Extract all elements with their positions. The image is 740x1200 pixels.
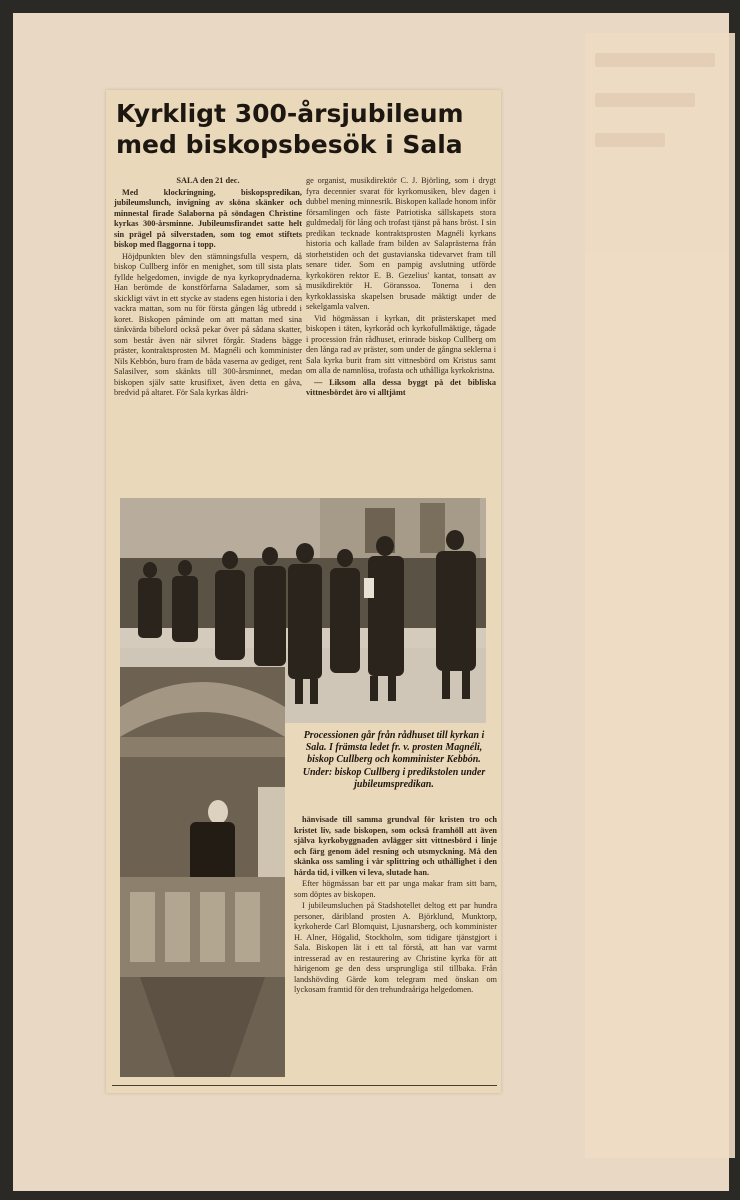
left-text-column: [114, 176, 302, 400]
body-paragraph-bold: hänvisade till samma grundval för kristen tro och kristet liv, sade biskopen, som också framhöll att även själva kyrkobyggnaden avlägger sitt vittnesbörd i linje och färg genom ädel resning och utsmyckning. Må den skänka oss samling i vår splittring och uthållighet i den hårda tid, i vilken vi leva, slutade han.: [294, 815, 497, 877]
body-paragraph: I jubileumsluchen på Stadshotellet deltog ett par hundra personer, däribland prosten A. Björklund, Munktorp, kyrkoherde Carl Blomquist, Ljusnarsberg, och komminister H. Alner, Högalid, Stockholm, som tidigare tjänstgjort i Sala. Biskopen lät i ett tal förstå, att han var varmt intresserad av en restaurering av Christine kyrka för att härigenom ge den dess ursprungliga stil tillbaka. Från landshövding Gärde kom telegram med önskan om lyckosam framtid för den trehundraåriga helgedomen.: [294, 901, 497, 994]
lead-paragraph: Med klockringning, biskopspredikan, jubileumslunch, invigning av sköna skänker och minnestal firade Salaborna på söndagen Christine kyrkas 300-årsminne. Jubileumsfirandet satte helt sin prägel på silverstaden, som tog emot stiftets biskop med flaggorna i topp.: [114, 187, 302, 249]
faded-text-line: [595, 53, 715, 67]
faded-adjacent-clipping: [585, 33, 735, 1158]
article-headline: [116, 98, 496, 160]
newspaper-clipping: [106, 90, 501, 1093]
dateline: SALA den 21 dec.: [176, 176, 240, 185]
right-text-column: [306, 176, 496, 400]
pulpit-photo: [120, 667, 285, 1077]
bottom-divider: [112, 1085, 497, 1086]
photo-caption: Processionen går från rådhuset till kyrkan i Sala. I främsta ledet fr. v. prosten Magnéli, biskop Cullberg och komminister Kebbón. Under: biskop Cullberg i predikstolen under jubileumspredikan.: [302, 730, 486, 790]
quote-paragraph: — Liksom alla dessa byggt på det bibliska vittnesbördet äro vi alltjämt: [306, 377, 496, 397]
body-paragraph: Vid högmässan i kyrkan, dit prästerskapet med biskopen i täten, kyrkoråd och kyrkofullmäktige, tågade i procession från rådhuset, erinrade biskop Cullberg om den långa rad av präster, som under de gångna seklerna i Sala kyrka burit fram sitt vittnesbörd om Kristus samt om alla de namnlösa, trofasta och uthålliga kyrkokristna.: [306, 313, 496, 375]
faded-text-line: [595, 133, 665, 147]
body-paragraph: Efter högmässan bar ett par unga makar fram sitt barn, som döptes av biskopen.: [294, 879, 497, 899]
bottom-text-column: [294, 815, 497, 997]
headline-line-2: med biskopsbesök i Sala: [116, 130, 463, 159]
headline-line-1: Kyrkligt 300-årsjubileum: [116, 99, 464, 128]
body-paragraph: ge organist, musikdirektör C. J. Björling, som i drygt fyra decennier svarat för kyrkomusiken, blev dagen i dubbel mening minnesrik. Biskopen kallade honom inför församlingen och fäste Patriotiska sällskapets stora guldmedalj för lång och trofast tjänst på hans bröst. I sin predikan tecknade kontraktsprosten Magnéli kyrkans historia och kallade fram bilden av Salaprästerna från storhetstiden och det gustavianska tidevarvet fram till senare tider. Som en pampig avslutning utförde kyrkokören rektor E. B. Gezelius' kantat, tonsatt av musikdirektör H. Göranssoa. Tonerna i den kyrkoklassiska skapelsen brusade mäktigt under de sekelgamla valven.: [306, 176, 496, 311]
body-paragraph: Höjdpunkten blev den stämningsfulla vespern, då biskop Cullberg inför en menighet, som till sista plats fyllde helgedomen, invigde de nya kyrkoprydnaderna. Han berömde de konstförfarna Saladamer, som så skickligt vävt in ett stycke av stadens egen historia i den vackra mattan, som nu för första gången låg utbredd i koret. Biskopen påminde om att mattan med sina tänkvärda bibelord också pekar över på sådana skatter, som består även när silvret förgår. Stadens bägge präster, kontraktsprosten M. Magnéli och komminister Nils Kebbón, buro fram de båda vaserna av gediget, rent Salasilver, som skänkts till 300-årsminnet, medan biskopen själv satte krusifixet, även detta en gåva, bredvid på altaret. För Sala kyrkas åldri-: [114, 251, 302, 397]
faded-text-line: [595, 93, 695, 107]
